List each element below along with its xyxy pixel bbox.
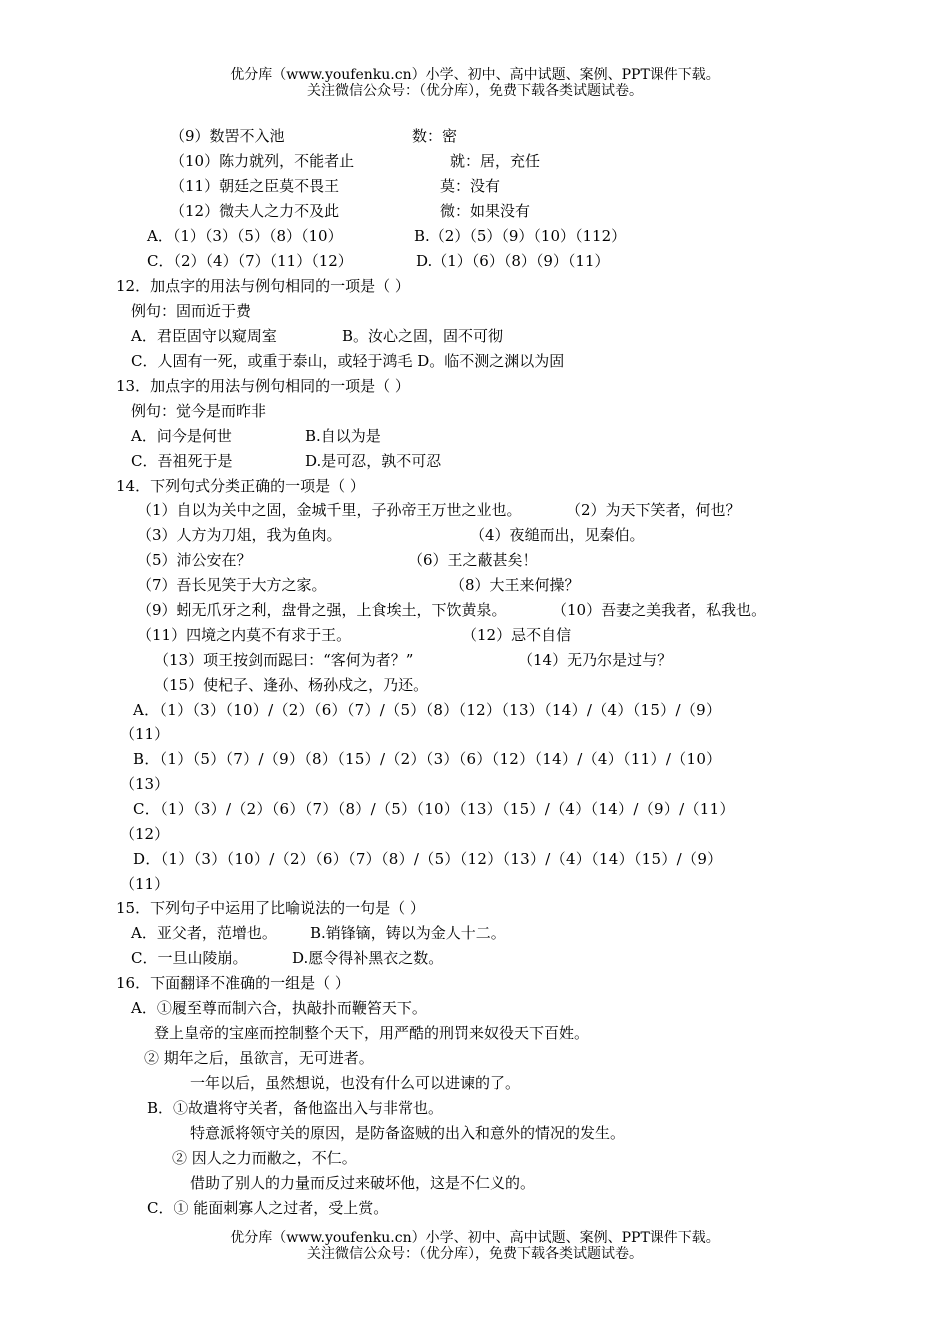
q16-c-1: C．① 能面刺寡人之过者，受上赏。 [147,1199,389,1217]
header-line-2: 关注微信公众号：（优分库），免费下载各类试题试卷。 [307,83,643,99]
q15-option-c: C．一旦山陵崩。 [131,949,248,967]
q15-option-a: A．亚父者，范增也。 [131,924,277,942]
q11-item-11: （11）朝廷之臣莫不畏王 [170,177,340,195]
q14-option-c-cont: （12） [120,825,170,843]
q14-option-d-cont: （11） [120,875,170,893]
q15-option-b: B.销锋镝，铸以为金人十二。 [310,924,506,942]
q16-stem: 16．下面翻译不准确的一组是（ ） [116,974,350,992]
q13-stem: 13．加点字的用法与例句相同的一项是（ ） [116,377,410,395]
q11-item-12: （12）微夫人之力不及此 [170,202,340,220]
q11-item-9 [170,126,285,146]
q14-sentence-15: （15）使杞子、逢孙、杨孙戍之，乃还。 [154,676,429,694]
q14-sentence-3: （3）人方为刀俎，我为鱼肉。 [137,526,342,544]
q13-option-c: C．吾祖死于是 [131,452,233,470]
q14-sentence-11: （11）四境之内莫不有求于王。 [137,626,352,644]
q12-option-a: A．君臣固守以窥周室 [131,327,277,345]
q15-stem: 15．下列句子中运用了比喻说法的一句是（ ） [116,899,425,917]
q13-option-d: D.是可忍，孰不可忍 [305,452,442,470]
footer-line-1: 优分库（www.youfenku.cn）小学、初中、高中试题、案例、PPT课件下载。 [230,1230,720,1246]
q14-sentence-1: （1）自以为关中之固，金城千里，子孙帝王万世之业也。 [137,501,522,519]
page-header [0,67,950,99]
q14-sentence-6: （6）王之蔽甚矣！ [408,551,538,569]
q16-a-1: A．①履至尊而制六合，执敲扑而鞭笞天下。 [131,999,427,1017]
q14-option-a-cont: （11） [120,725,170,743]
q13-option-a: A．问今是何世 [131,427,232,445]
q16-b-2-translation: 借助了别人的力量而反过来破坏他，这是不仁义的。 [190,1174,536,1192]
q16-a-2-translation: 一年以后，虽然想说，也没有什么可以进谏的了。 [190,1074,521,1092]
q12-example: 例句：固而近于费 [131,302,252,320]
q11-option-c: C．（2）（4）（7）（11）（12） [147,252,353,270]
q14-sentence-2: （2）为天下笑者，何也？ [566,501,741,519]
q11-sentence: （9）数罟不入池 [170,127,285,145]
q12-option-cd: C．人固有一死，或重于泰山，或轻于鸿毛 D。临不测之渊以为固 [131,352,565,370]
q11-gloss-11: 莫：没有 [440,177,501,195]
q13-example: 例句：觉今是而昨非 [131,402,267,420]
q14-option-a: A．（1）（3）（10）/（2）（6）（7）/（5）（8）（12）（13）（14）/（4）（15）/（9） [133,701,722,719]
q13-option-b: B.自以为是 [305,427,381,445]
q14-option-d: D．（1）（3）（10）/（2）（6）（7）（8）/（5）（12）（13）/（4）（14）（15）/（9） [133,850,723,868]
q14-sentence-13: （13）项王按剑而跽曰：“客何为者？” [154,651,414,669]
q14-option-b-cont: （13） [120,775,170,793]
q11-option-d: D.（1）（6）（8）（9）（11） [416,252,610,270]
q11-gloss-12: 微：如果没有 [440,202,531,220]
q12-stem: 12．加点字的用法与例句相同的一项是（ ） [116,277,410,295]
q16-b-1: B．①故遣将守关者，备他盗出入与非常也。 [147,1099,444,1117]
q16-a-2: ② 期年之后，虽欲言，无可进者。 [144,1049,374,1067]
q14-sentence-8: （8）大王来何操？ [450,576,580,594]
q16-b-1-translation: 特意派将领守关的原因，是防备盗贼的出入和意外的情况的发生。 [190,1124,626,1142]
page-footer [0,1230,950,1262]
q12-option-b: B。汝心之固，固不可彻 [342,327,504,345]
q15-option-d: D.愿令得补黑衣之数。 [292,949,444,967]
q11-item-10: （10）陈力就列，不能者止 [170,152,355,170]
q11-gloss-9: 数：密 [412,127,458,145]
q14-sentence-9: （9）蚓无爪牙之利，盘骨之强，上食埃土，下饮黄泉。 [137,601,507,619]
q14-option-b: B．（1）（5）（7）/（9）（8）（15）/（2）（3）（6）（12）（14）/（4）（11）/（10） [133,750,722,768]
q14-sentence-7: （7）吾长见笑于大方之家。 [137,576,327,594]
footer-line-2: 关注微信公众号：（优分库），免费下载各类试题试卷。 [307,1246,643,1262]
q11-option-b: B.（2）（5）（9）（10）（112） [414,227,627,245]
q14-sentence-5: （5）沛公安在？ [137,551,252,569]
q14-stem: 14．下列句式分类正确的一项是（ ） [116,477,365,495]
q14-option-c: C．（1）（3）/（2）（6）（7）（8）/（5）（10）（13）（15）/（4）（14）/（9）/（11） [133,800,735,818]
q16-b-2: ② 因人之力而敝之，不仁。 [172,1149,357,1167]
q14-sentence-4: （4）夜缒而出，见秦伯。 [470,526,645,544]
q16-a-1-translation: 登上皇帝的宝座而控制整个天下，用严酷的刑罚来奴役天下百姓。 [154,1024,590,1042]
header-line-1: 优分库（www.youfenku.cn）小学、初中、高中试题、案例、PPT课件下载。 [230,67,720,83]
q14-sentence-14: （14）无乃尔是过与？ [518,651,673,669]
q14-sentence-10: （10）吾妻之美我者，私我也。 [552,601,767,619]
q14-sentence-12: （12）忌不自信 [462,626,572,644]
q11-gloss-10: 就：居，充任 [450,152,541,170]
q11-option-a: A．（1）（3）（5）（8）（10） [147,227,343,245]
